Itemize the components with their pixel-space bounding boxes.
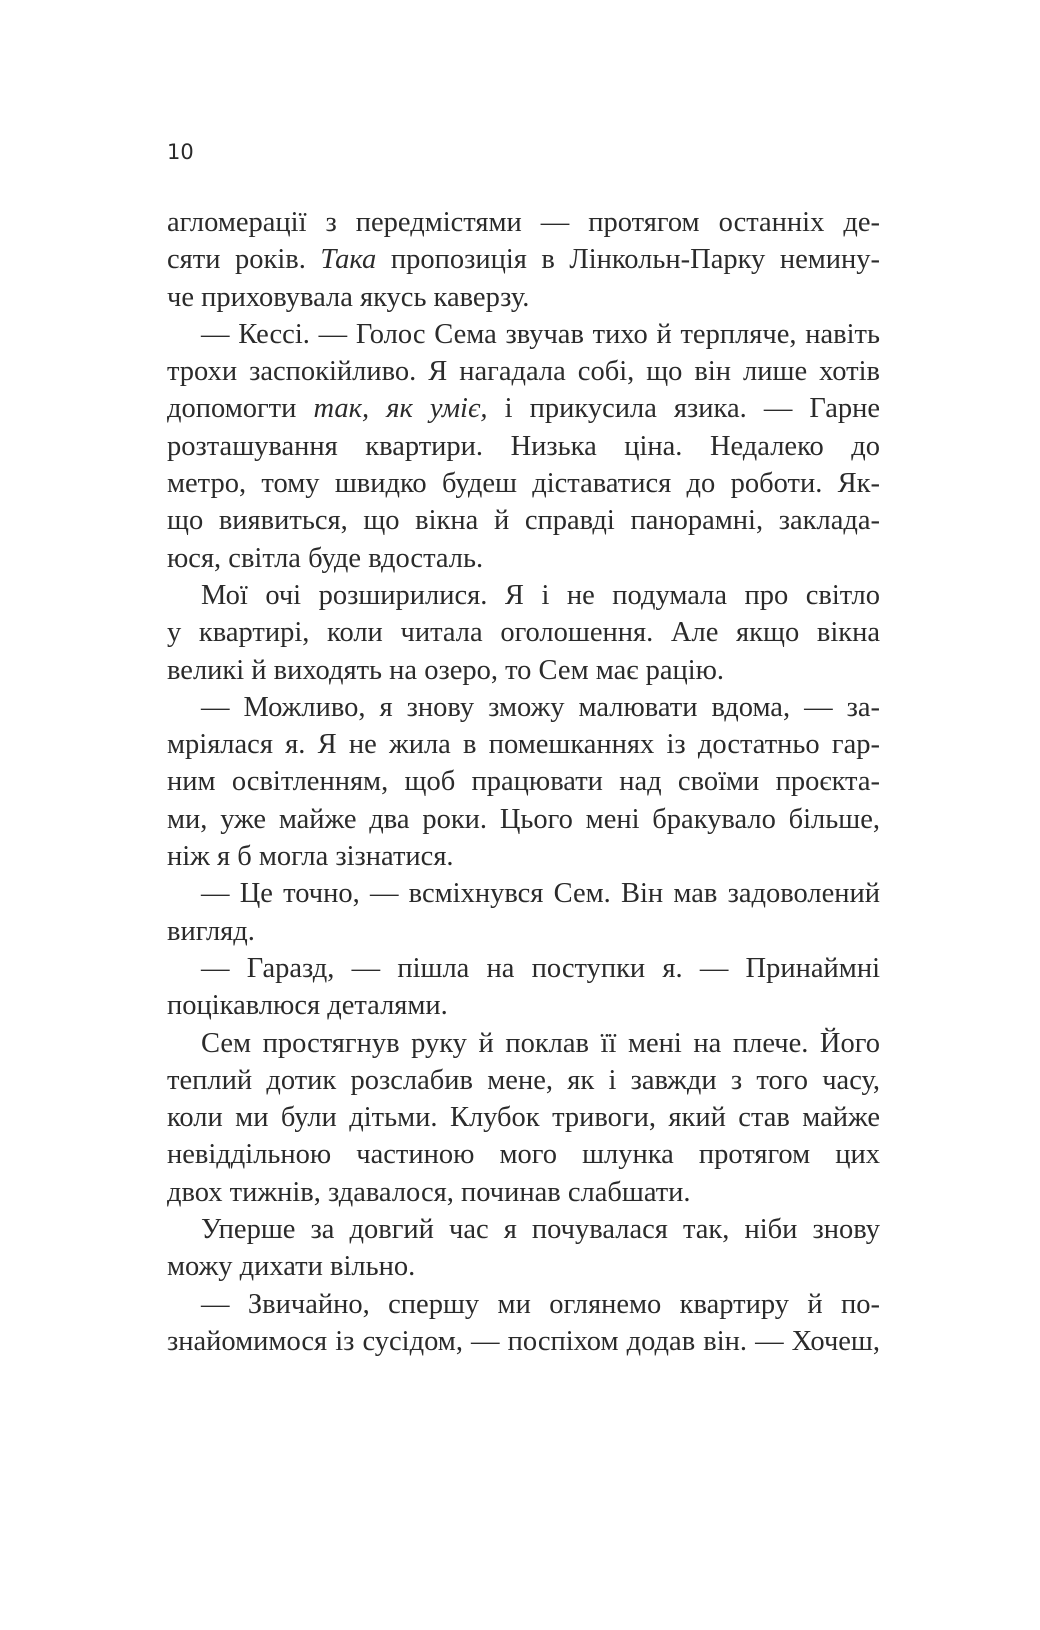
text-line xyxy=(167,465,880,502)
italic-text: Така xyxy=(320,244,377,276)
text-line xyxy=(167,1136,880,1173)
text-line xyxy=(167,241,880,278)
text-segment: Сем простягнув руку й поклав її мені на плече. Його xyxy=(201,1027,880,1059)
page-number: 10 xyxy=(167,140,194,164)
text-segment: вигляд. xyxy=(167,915,255,947)
text-line xyxy=(167,204,880,241)
text-segment: — Можливо, я знову зможу малювати вдома, — за- xyxy=(201,691,880,723)
text-segment: — Гаразд, — пішла на поступки я. — Принаймні xyxy=(201,952,880,984)
text-segment: пропозиція в Лінкольн-Парку немину- xyxy=(376,244,880,276)
text-segment: що виявиться, що вікна й справді панорамні, заклада- xyxy=(167,505,880,537)
text-line xyxy=(167,763,880,800)
text-line xyxy=(167,689,880,726)
text-segment: метро, тому швидко будеш діставатися до роботи. Як- xyxy=(167,468,880,500)
text-segment: коли ми були дітьми. Клубок тривоги, який став майже xyxy=(167,1102,880,1134)
text-line xyxy=(167,913,880,950)
text-line xyxy=(167,1174,880,1211)
text-line xyxy=(167,652,880,689)
text-line xyxy=(167,1062,880,1099)
text-segment: допомогти xyxy=(167,393,314,425)
text-segment: двох тижнів, здавалося, починав слабшати. xyxy=(167,1176,691,1208)
text-segment: — Звичайно, спершу ми оглянемо квартиру й по- xyxy=(201,1288,880,1320)
text-segment: ми, уже майже два роки. Цього мені бракувало більше, xyxy=(167,803,880,835)
text-segment: і прикусила язика. — Гарне xyxy=(487,393,880,425)
text-line xyxy=(167,316,880,353)
text-line xyxy=(167,801,880,838)
text-line xyxy=(167,428,880,465)
italic-text: так, як уміє, xyxy=(313,393,488,425)
text-line xyxy=(167,1099,880,1136)
text-segment: поцікавлюся деталями. xyxy=(167,990,448,1022)
text-line xyxy=(167,1248,880,1285)
text-segment: ним освітленням, щоб працювати над своїми проєкта- xyxy=(167,766,880,798)
text-segment: ніж я б могла зізнатися. xyxy=(167,841,454,873)
text-segment: сяти років. xyxy=(167,244,321,276)
body-text xyxy=(167,204,880,1360)
text-line xyxy=(167,838,880,875)
text-line xyxy=(167,987,880,1024)
text-segment: мріялася я. Я не жила в помешканнях із достатньо гар- xyxy=(167,729,880,761)
text-segment: Уперше за довгий час я почувалася так, ніби знову xyxy=(201,1214,880,1246)
text-segment: у квартирі, коли читала оголошення. Але якщо вікна xyxy=(167,617,880,649)
text-segment: Мої очі розширилися. Я і не подумала про світло xyxy=(201,579,880,611)
text-segment: розташування квартири. Низька ціна. Недалеко до xyxy=(167,430,880,462)
text-segment: че приховувала якусь каверзу. xyxy=(167,281,530,313)
text-line xyxy=(167,875,880,912)
text-line xyxy=(167,1025,880,1062)
text-line xyxy=(167,726,880,763)
text-line xyxy=(167,390,880,427)
text-line xyxy=(167,540,880,577)
text-line xyxy=(167,577,880,614)
text-segment: великі й виходять на озеро, то Сем має рацію. xyxy=(167,654,725,686)
text-segment: агломерації з передмістями — протягом останніх де- xyxy=(167,207,880,238)
text-segment: можу дихати вільно. xyxy=(167,1251,416,1283)
text-line xyxy=(167,1211,880,1248)
text-line xyxy=(167,1286,880,1323)
text-line xyxy=(167,614,880,651)
text-segment: трохи заспокійливо. Я нагадала собі, що він лише хотів xyxy=(167,356,880,388)
text-segment: — Це точно, — всміхнувся Сем. Він мав задоволений xyxy=(201,878,880,910)
text-line xyxy=(167,502,880,539)
text-segment: юся, світла буде вдосталь. xyxy=(167,542,484,574)
text-segment: теплий дотик розслабив мене, як і завжди з того часу, xyxy=(167,1064,880,1096)
text-line xyxy=(167,353,880,390)
text-line xyxy=(167,279,880,316)
text-line xyxy=(167,1323,880,1360)
text-line xyxy=(167,950,880,987)
text-segment: знайомимося із сусідом, — поспіхом додав він. — Хочеш, xyxy=(167,1325,880,1357)
text-segment: невіддільною частиною мого шлунка протягом цих xyxy=(167,1139,880,1171)
text-segment: — Кессі. — Голос Сема звучав тихо й терпляче, навіть xyxy=(201,318,880,350)
